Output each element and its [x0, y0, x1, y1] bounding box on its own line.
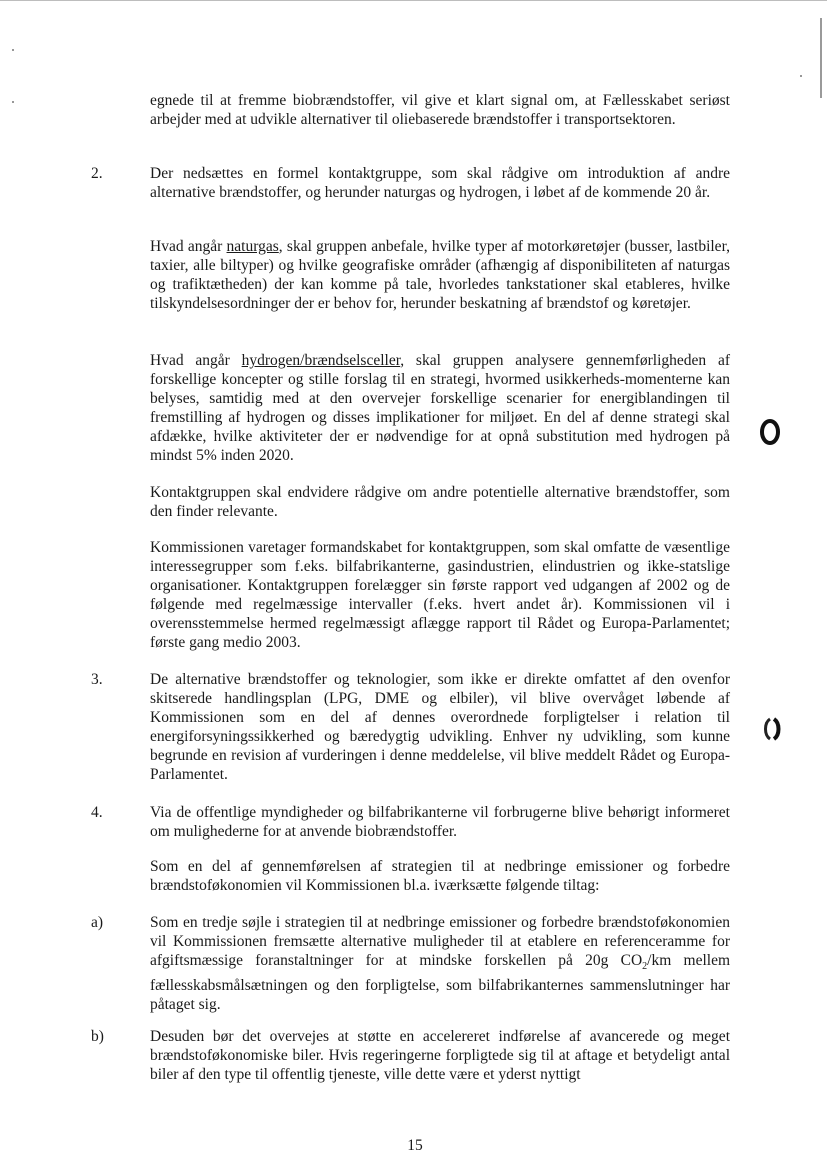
text-run: Hvad angår	[150, 352, 242, 369]
text-run: Hvad angår	[150, 238, 227, 255]
scan-speck	[12, 49, 14, 51]
scan-speck	[12, 101, 14, 103]
paragraph: De alternative brændstoffer og teknologier, som ikke er direkte omfattet af den ovenfor skitserede handlingsplan (LPG, DME og elbiler), vil blive overvåget løbende af Kommissionen som en del af dennes overordnede forpligtelser i relation til energiforsyningssikkerhed og bæredygtig udvikling. Enhver ny udvikling, som kunne begrunde en revision af vurderingen i denne meddelelse, vil blive meddelt Rådet og Europa-Parlamentet.	[150, 671, 730, 783]
paragraph	[150, 237, 730, 313]
scan-right-edge	[820, 18, 822, 98]
punch-hole-mark	[762, 715, 782, 743]
subscript: 2	[642, 961, 648, 973]
list-marker: 4.	[91, 804, 103, 821]
paragraph	[150, 913, 730, 1014]
page-number: 15	[407, 1137, 423, 1154]
paragraph: Desuden bør det overvejes at støtte en accelereret indførelse af avancerede og meget brændstoføkonomiske biler. Hvis regeringerne forpligtede sig til at aftage et betydeligt antal biler af den type til offentlig tjeneste, ville dette være et yderst nyttigt	[150, 1028, 730, 1083]
paragraph: Der nedsættes en formel kontaktgruppe, som skal rådgive om introduktion af andre alternative brændstoffer, og herunder naturgas og hydrogen, i løbet af de kommende 20 år.	[150, 165, 730, 201]
punch-hole-mark	[760, 418, 780, 446]
text-run: Som en tredje søjle i strategien til at nedbringe emissioner og forbedre brændstoføkonomien vil Kommissionen fremsætte alternative muligheder til at etablere en referenceramme for afgiftsmæssige foranstaltninger for at mindske forskellen på 20g CO	[150, 914, 730, 969]
text-run: , skal gruppen anbefale, hvilke typer af motorkøretøjer (busser, lastbiler, taxier, alle biltyper) og hvilke geografiske områder (afhængig af disponibiliteten af naturgas og trafiktætheden) der kan komme på tale, hvorledes tankstationer skal etableres, hvilke tilskyndelsesordninger der er behov for, herunder beskatning af brændstof og køretøjer.	[150, 238, 730, 312]
paragraph: egnede til at fremme biobrændstoffer, vil give et klart signal om, at Fællesskabet seriøst arbejder med at udvikle alternativer til oliebaserede brændstoffer i transportsektoren.	[150, 92, 730, 128]
paragraph: Via de offentlige myndigheder og bilfabrikanterne vil forbrugerne blive behørigt informeret om mulighederne for at anvende biobrændstoffer.	[150, 804, 730, 840]
underlined-term: hydrogen/brændselsceller	[241, 352, 401, 369]
paragraph	[150, 351, 730, 465]
scan-speck	[800, 75, 802, 77]
underlined-term: naturgas	[226, 238, 279, 255]
text-run: /km mellem fællesskabsmålsætningen og den forpligtelse, som bilfabrikanternes sammenslutninger har påtaget sig.	[150, 952, 731, 1014]
list-marker: 2.	[91, 165, 103, 182]
paragraph: Kommissionen varetager formandskabet for kontaktgruppen, som skal omfatte de væsentlige interessegrupper som f.eks. bilfabrikanterne, gasindustrien, elindustrien og ikke-statslige organisationer. Kontaktgruppen forelægger sin første rapport ved udgangen af 2002 og de følgende med regelmæssige intervaller (f.eks. hvert andet år). Kommissionen vil i overensstemmelse hermed regelmæssigt aflægge rapport til Rådet og Europa-Parlamentet; første gang medio 2003.	[150, 539, 730, 651]
paragraph: Som en del af gennemførelsen af strategien til at nedbringe emissioner og forbedre brændstoføkonomien vil Kommissionen bl.a. iværksætte følgende tiltag:	[150, 858, 730, 894]
list-marker: b)	[91, 1028, 104, 1045]
text-run: , skal gruppen analysere gennemførligheden af forskellige koncepter og stille forslag til en strategi, hvormed usikkerheds-momenterne kan belyses, samtidig med at den overvejer forskellige scenarier for energiblandingen til fremstilling af hydrogen og disses implikationer for miljøet. En del af denne strategi skal afdække, hvilke aktiviteter der er nødvendige for at opnå substitution med hydrogen på mindst 5% inden 2020.	[150, 352, 730, 464]
list-marker: a)	[91, 914, 104, 931]
list-marker: 3.	[91, 671, 103, 688]
scan-top-edge	[0, 0, 827, 1]
paragraph: Kontaktgruppen skal endvidere rådgive om andre potentielle alternative brændstoffer, som den finder relevante.	[150, 484, 730, 520]
